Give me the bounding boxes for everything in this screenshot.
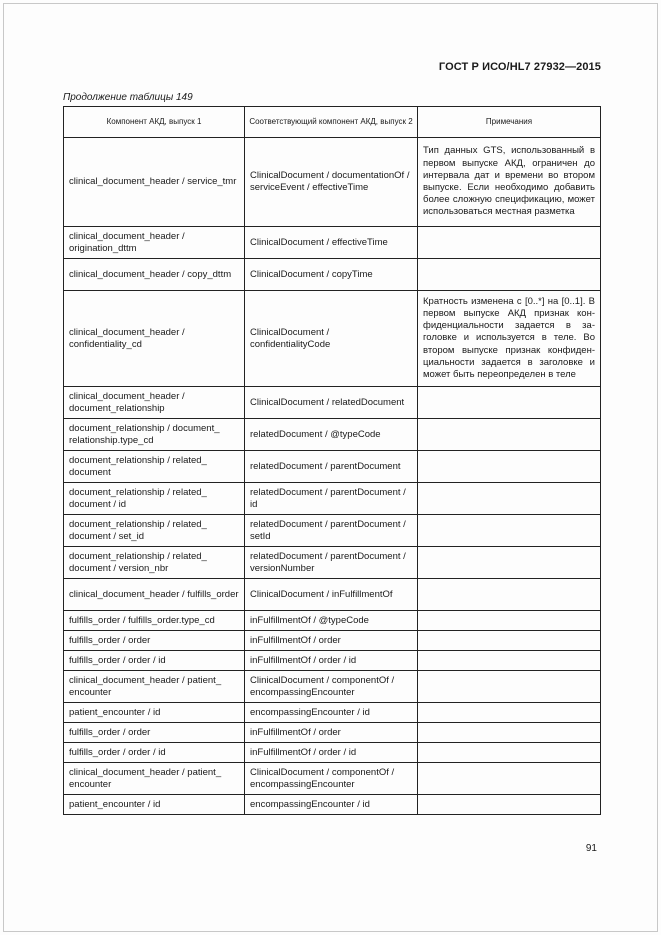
cell-notes xyxy=(418,547,601,579)
cell-release1-component: fulfills_order / order / id xyxy=(64,651,245,671)
page-number: 91 xyxy=(585,843,597,854)
cell-notes xyxy=(418,227,601,259)
document-id-header: ГОСТ Р ИСО/HL7 27932—2015 xyxy=(438,61,601,73)
cell-release1-component: document_relationship / document_ relationship.type_cd xyxy=(64,419,245,451)
table-row xyxy=(64,703,601,723)
table-row xyxy=(64,651,601,671)
cell-notes xyxy=(418,451,601,483)
table-row xyxy=(64,631,601,651)
cell-release1-component: fulfills_order / order / id xyxy=(64,743,245,763)
cell-release1-component: clinical_document_header / document_relationship xyxy=(64,387,245,419)
cell-notes xyxy=(418,763,601,795)
cell-release1-component: fulfills_order / order xyxy=(64,631,245,651)
cell-notes: Кратность изменена с [0..*] на [0..1]. В первом выпуске АКД признак конфиденциальности задается в заголовке и используется в теле. Во втором выпуске признак конфиденциальности задается в заголовке и может быть переопределен в теле xyxy=(418,291,601,387)
cell-release1-component: clinical_document_header / service_tmr xyxy=(64,138,245,227)
cell-release1-component: document_relationship / related_ document xyxy=(64,451,245,483)
cell-notes xyxy=(418,743,601,763)
cell-release2-component: inFulfillmentOf / order xyxy=(245,723,418,743)
cell-notes xyxy=(418,651,601,671)
cell-release2-component: inFulfillmentOf / order / id xyxy=(245,651,418,671)
cell-release1-component: clinical_document_header / patient_ encounter xyxy=(64,763,245,795)
cell-release1-component: clinical_document_header / patient_ encounter xyxy=(64,671,245,703)
cell-release2-component: ClinicalDocument / componentOf / encompassingEncounter xyxy=(245,763,418,795)
table-header-row xyxy=(64,107,601,138)
table-row xyxy=(64,743,601,763)
table-row xyxy=(64,138,601,227)
cell-release2-component: relatedDocument / parentDocument / versionNumber xyxy=(245,547,418,579)
table-row xyxy=(64,579,601,611)
cell-release2-component: relatedDocument / @typeCode xyxy=(245,419,418,451)
table-row xyxy=(64,419,601,451)
cell-release2-component: ClinicalDocument / effectiveTime xyxy=(245,227,418,259)
table-row xyxy=(64,671,601,703)
table-caption: Продолжение таблицы 149 xyxy=(63,92,193,103)
column-header-notes: Примечания xyxy=(418,107,601,138)
cell-release1-component: patient_encounter / id xyxy=(64,703,245,723)
cell-release2-component: relatedDocument / parentDocument / id xyxy=(245,483,418,515)
cell-release2-component: encompassingEncounter / id xyxy=(245,703,418,723)
cell-notes xyxy=(418,671,601,703)
cell-notes xyxy=(418,611,601,631)
table-row xyxy=(64,227,601,259)
cell-release2-component: relatedDocument / parentDocument / setId xyxy=(245,515,418,547)
table-body xyxy=(64,138,601,815)
table-row xyxy=(64,547,601,579)
cell-release2-component: inFulfillmentOf / @typeCode xyxy=(245,611,418,631)
cell-release2-component: ClinicalDocument / inFulfillmentOf xyxy=(245,579,418,611)
cell-notes xyxy=(418,419,601,451)
cell-notes xyxy=(418,579,601,611)
cell-release1-component: clinical_document_header / confidentiality_cd xyxy=(64,291,245,387)
cell-release2-component: ClinicalDocument / relatedDocument xyxy=(245,387,418,419)
table-row xyxy=(64,259,601,291)
cell-notes xyxy=(418,515,601,547)
cell-release1-component: document_relationship / related_ document / set_id xyxy=(64,515,245,547)
cell-notes xyxy=(418,483,601,515)
cell-release2-component: ClinicalDocument / confidentialityCode xyxy=(245,291,418,387)
cell-release1-component: patient_encounter / id xyxy=(64,795,245,815)
cell-release2-component: encompassingEncounter / id xyxy=(245,795,418,815)
table-row xyxy=(64,483,601,515)
cell-release1-component: document_relationship / related_ document / id xyxy=(64,483,245,515)
cell-release1-component: fulfills_order / order xyxy=(64,723,245,743)
column-header-release2: Соответствующий компонент АКД, выпуск 2 xyxy=(245,107,418,138)
cell-release2-component: ClinicalDocument / copyTime xyxy=(245,259,418,291)
table-row xyxy=(64,763,601,795)
cell-release2-component: relatedDocument / parentDocument xyxy=(245,451,418,483)
table-row xyxy=(64,451,601,483)
cell-release1-component: clinical_document_header / copy_dttm xyxy=(64,259,245,291)
cell-release2-component: inFulfillmentOf / order / id xyxy=(245,743,418,763)
cell-notes xyxy=(418,631,601,651)
cell-release2-component: inFulfillmentOf / order xyxy=(245,631,418,651)
cell-notes xyxy=(418,387,601,419)
column-header-release1: Компонент АКД, выпуск 1 xyxy=(64,107,245,138)
table-row xyxy=(64,723,601,743)
cell-release2-component: ClinicalDocument / documentationOf / serviceEvent / effectiveTime xyxy=(245,138,418,227)
table-row xyxy=(64,611,601,631)
cell-release1-component: clinical_document_header / fulfills_order xyxy=(64,579,245,611)
cell-release1-component: document_relationship / related_ document / version_nbr xyxy=(64,547,245,579)
table-row xyxy=(64,387,601,419)
cell-release1-component: clinical_document_header / origination_dttm xyxy=(64,227,245,259)
cell-notes xyxy=(418,723,601,743)
cell-release1-component: fulfills_order / fulfills_order.type_cd xyxy=(64,611,245,631)
cell-notes xyxy=(418,259,601,291)
cell-notes: Тип данных GTS, использованный в первом выпуске АКД, ограничен до интервала дат и времени во втором выпуске. Если необходимо добавить более сложную спецификацию, может использоваться местная разметка xyxy=(418,138,601,227)
table-row xyxy=(64,291,601,387)
cell-notes xyxy=(418,703,601,723)
cell-notes xyxy=(418,795,601,815)
table-row xyxy=(64,795,601,815)
cell-release2-component: ClinicalDocument / componentOf / encompassingEncounter xyxy=(245,671,418,703)
table-row xyxy=(64,515,601,547)
mapping-table xyxy=(63,106,601,815)
